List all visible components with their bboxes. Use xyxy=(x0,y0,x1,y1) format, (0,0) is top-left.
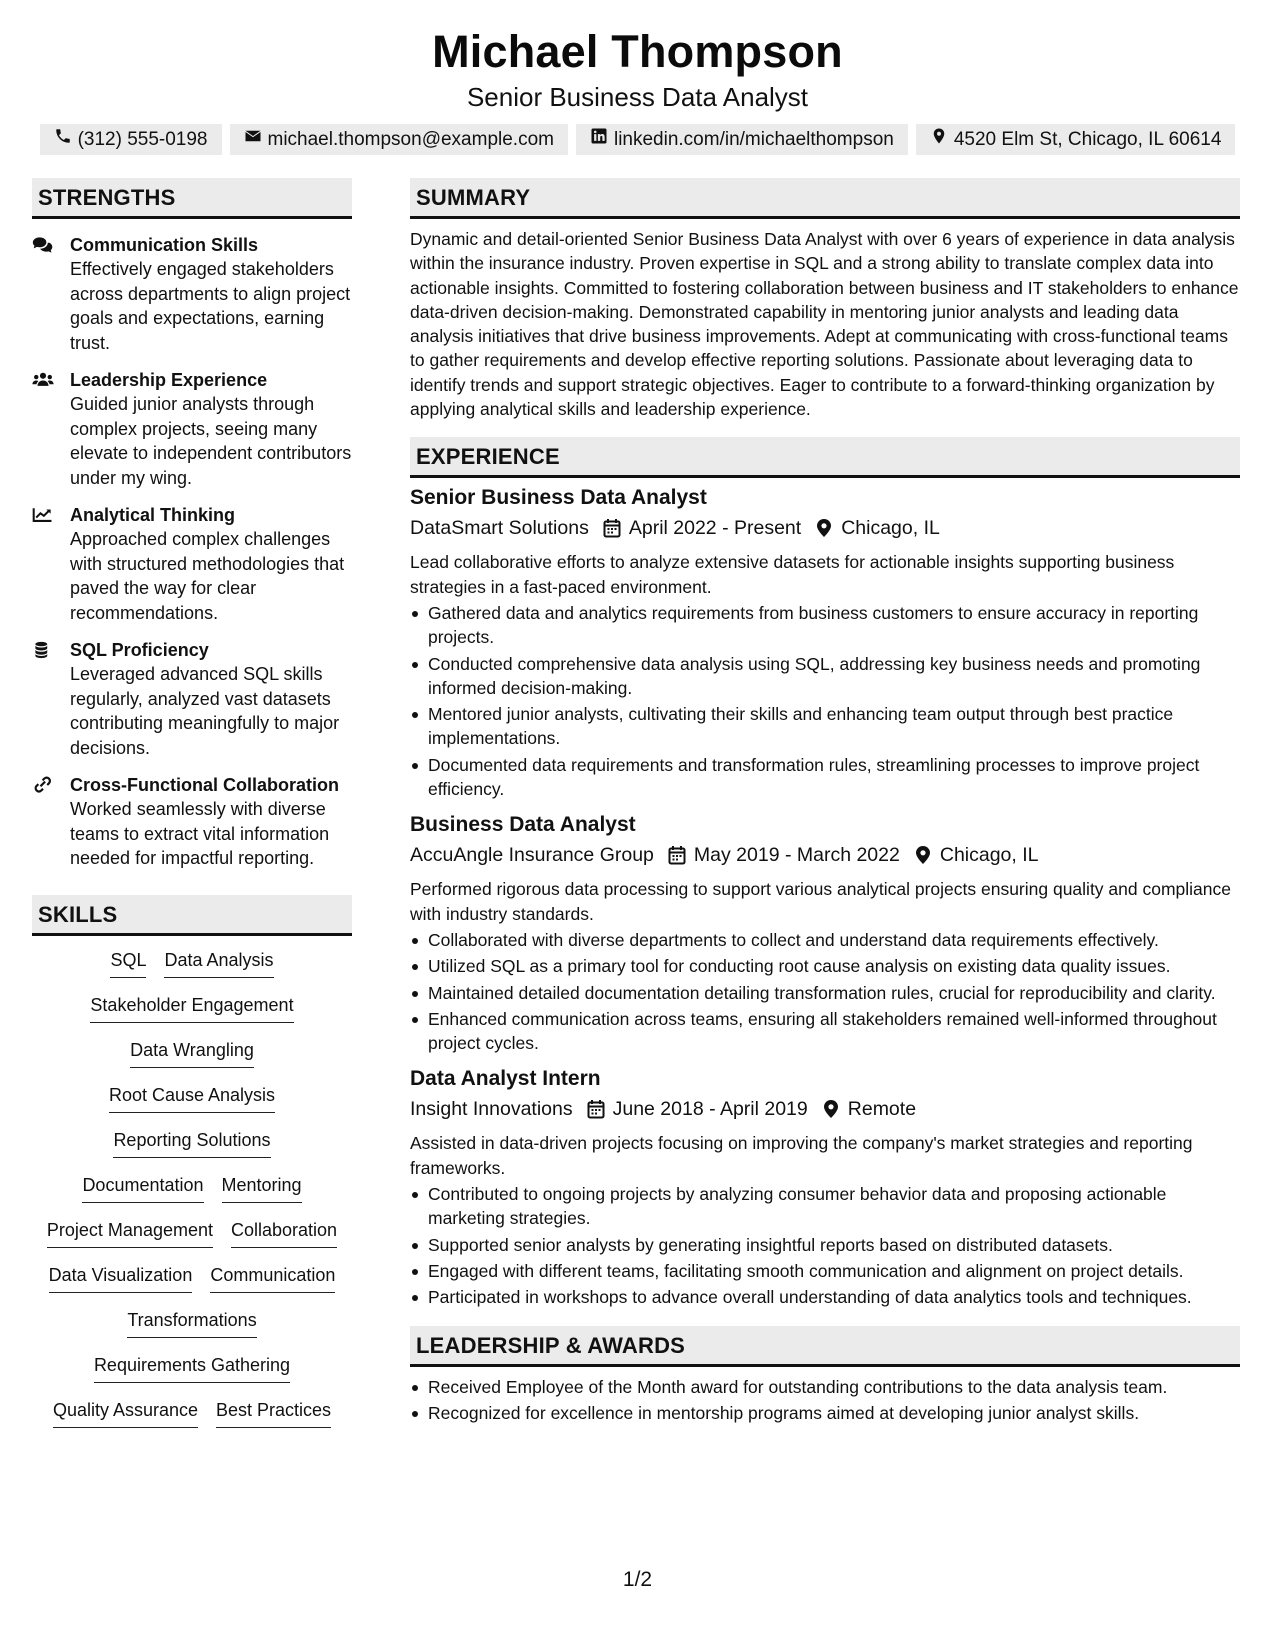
users-icon xyxy=(32,368,70,490)
list-item: Conducted comprehensive data analysis using SQL, addressing key business needs and promoting informed decision-making. xyxy=(410,652,1240,701)
contact-email[interactable] xyxy=(230,124,568,155)
list-item: Utilized SQL as a primary tool for conducting root cause analysis on existing data quality issues. xyxy=(410,954,1240,978)
strength-title: Analytical Thinking xyxy=(70,505,236,525)
awards-list xyxy=(410,1375,1240,1426)
job-title: Business Data Analyst xyxy=(410,813,636,837)
skill-row xyxy=(32,1263,352,1308)
skill-row xyxy=(32,993,352,1038)
job-description: Assisted in data-driven projects focusing on improving the company's market strategies and reporting frameworks. xyxy=(410,1133,1193,1178)
contact-linkedin[interactable] xyxy=(576,124,908,155)
skill-row xyxy=(32,1128,352,1173)
job-location: Chicago, IL xyxy=(939,844,1039,867)
job-dates: April 2022 - Present xyxy=(628,517,802,540)
strengths-list xyxy=(32,233,352,871)
summary-heading: SUMMARY xyxy=(410,178,1240,219)
map-pin-icon xyxy=(822,1099,840,1119)
skill-tag: Best Practices xyxy=(216,1398,331,1428)
contact-phone[interactable] xyxy=(40,124,222,155)
job-title: Senior Business Data Analyst xyxy=(410,486,707,510)
list-item: Collaborated with diverse departments to collect and understand data requirements effectively. xyxy=(410,928,1240,952)
skill-tag: Data Wrangling xyxy=(130,1038,254,1068)
list-item: Maintained detailed documentation detailing transformation rules, crucial for reproducibility and clarity. xyxy=(410,981,1240,1005)
skill-tag: Project Management xyxy=(47,1218,213,1248)
skill-row xyxy=(32,1398,352,1443)
list-item: Gathered data and analytics requirements from business customers to ensure accuracy in reporting projects. xyxy=(410,601,1240,650)
strength-description: Effectively engaged stakeholders across departments to align project goals and expectations, earning trust. xyxy=(70,259,351,353)
job-entry xyxy=(410,1065,1240,1309)
list-item: Participated in workshops to advance overall understanding of data analytics tools and techniques. xyxy=(410,1285,1240,1309)
strengths-heading: STRENGTHS xyxy=(32,178,352,219)
skill-row xyxy=(32,1308,352,1353)
candidate-title: Senior Business Data Analyst xyxy=(466,82,809,112)
chart-line-icon xyxy=(32,503,70,625)
skill-tag: Quality Assurance xyxy=(53,1398,198,1428)
job-entry xyxy=(410,484,1240,801)
skill-tag: Mentoring xyxy=(222,1173,302,1203)
contact-phone-text: (312) 555-0198 xyxy=(77,128,208,150)
job-location: Chicago, IL xyxy=(841,517,940,540)
skill-tag: Root Cause Analysis xyxy=(109,1083,275,1113)
strength-title: SQL Proficiency xyxy=(70,640,209,660)
resume-header xyxy=(0,0,1275,155)
strength-item xyxy=(32,503,352,625)
list-item: Received Employee of the Month award for outstanding contributions to the data analysis team. xyxy=(410,1375,1240,1399)
job-meta xyxy=(410,514,1240,542)
job-description: Lead collaborative efforts to analyze extensive datasets for actionable insights supporting business strategies in a fast-paced environment. xyxy=(410,552,1175,597)
envelope-icon xyxy=(244,127,262,152)
list-item: Documented data requirements and transformation rules, streamlining processes to improve project efficiency. xyxy=(410,753,1240,802)
phone-icon xyxy=(54,127,72,152)
candidate-name: Michael Thompson xyxy=(432,26,843,77)
job-meta xyxy=(410,841,1240,869)
skills-list xyxy=(32,948,352,1443)
map-pin-icon xyxy=(930,127,948,152)
skills-heading: SKILLS xyxy=(32,895,352,936)
linkedin-icon xyxy=(590,127,608,152)
skill-tag: Transformations xyxy=(127,1308,256,1338)
skill-row xyxy=(32,1083,352,1128)
list-item: Engaged with different teams, facilitating smooth communication and alignment on project details. xyxy=(410,1259,1240,1283)
page-number: 1/2 xyxy=(622,1568,653,1591)
skill-row xyxy=(32,1173,352,1218)
job-description: Performed rigorous data processing to support various analytical projects ensuring quality and compliance with industry standards. xyxy=(410,879,1231,924)
awards-heading: LEADERSHIP & AWARDS xyxy=(410,1326,1240,1367)
skill-row xyxy=(32,948,352,993)
skill-row xyxy=(32,1038,352,1083)
database-icon xyxy=(32,638,70,760)
skill-row xyxy=(32,1353,352,1398)
map-pin-icon xyxy=(815,518,833,538)
strength-item xyxy=(32,773,352,871)
skill-tag: Reporting Solutions xyxy=(113,1128,270,1158)
job-bullets xyxy=(410,928,1240,1055)
contact-address-text: 4520 Elm St, Chicago, IL 60614 xyxy=(953,128,1222,150)
strength-item xyxy=(32,638,352,760)
calendar-icon xyxy=(603,518,621,538)
job-title: Data Analyst Intern xyxy=(410,1067,601,1091)
summary-text: Dynamic and detail-oriented Senior Business Data Analyst with over 6 years of experience in data analysis within the insurance industry. Proven expertise in SQL and a strong ability to translate complex data into actionable insights. Committed to fostering collaboration between business and IT stakeholders to enhance data-driven decision-making. Demonstrated capability in mentoring junior analysts and leading data analysis initiatives that drive business improvements. Adept at communicating with cross-functional teams to gather requirements and develop effective reporting solutions. Passionate about leveraging data to identify trends and support strategic objectives. Eager to contribute to a forward-thinking organization by applying analytical skills and leadership experience. xyxy=(410,229,1239,420)
experience-heading: EXPERIENCE xyxy=(410,437,1240,478)
map-pin-icon xyxy=(914,845,932,865)
strength-description: Leveraged advanced SQL skills regularly, analyzed vast datasets contributing meaningfully to major decisions. xyxy=(70,664,340,758)
skill-tag: Documentation xyxy=(82,1173,203,1203)
strength-item xyxy=(32,233,352,355)
strength-description: Approached complex challenges with structured methodologies that paved the way for clear recommendations. xyxy=(70,529,345,623)
skill-tag: Data Analysis xyxy=(164,948,273,978)
list-item: Contributed to ongoing projects by analyzing consumer behavior data and proposing actionable marketing strategies. xyxy=(410,1182,1240,1231)
skill-tag: Requirements Gathering xyxy=(94,1353,290,1383)
job-dates: May 2019 - March 2022 xyxy=(693,844,900,867)
contact-address xyxy=(916,124,1236,155)
list-item: Enhanced communication across teams, ensuring all stakeholders remained well-informed throughout project cycles. xyxy=(410,1007,1240,1056)
strength-description: Guided junior analysts through complex projects, seeing many elevate to independent contributors under my wing. xyxy=(70,394,352,488)
strength-title: Cross-Functional Collaboration xyxy=(70,775,340,795)
strength-description: Worked seamlessly with diverse teams to extract vital information needed for impactful reporting. xyxy=(70,799,330,868)
list-item: Supported senior analysts by generating insightful reports based on distributed datasets. xyxy=(410,1233,1240,1257)
list-item: Recognized for excellence in mentorship programs aimed at developing junior analyst skills. xyxy=(410,1401,1240,1425)
skill-tag: Collaboration xyxy=(231,1218,337,1248)
resume-body xyxy=(32,178,1243,1443)
left-column xyxy=(32,178,352,1443)
skill-tag: SQL xyxy=(110,948,146,978)
contact-linkedin-text: linkedin.com/in/michaelthompson xyxy=(613,128,894,150)
job-entry xyxy=(410,811,1240,1055)
job-company: AccuAngle Insurance Group xyxy=(410,844,654,867)
comments-icon xyxy=(32,233,70,355)
strength-title: Communication Skills xyxy=(70,235,259,255)
list-item: Mentored junior analysts, cultivating their skills and enhancing team output through best practice implementations. xyxy=(410,702,1240,751)
strength-item xyxy=(32,368,352,490)
calendar-icon xyxy=(668,845,686,865)
strength-title: Leadership Experience xyxy=(70,370,268,390)
skill-row xyxy=(32,1218,352,1263)
skill-tag: Stakeholder Engagement xyxy=(90,993,293,1023)
link-icon xyxy=(32,773,70,871)
skill-tag: Communication xyxy=(210,1263,335,1293)
job-bullets xyxy=(410,1182,1240,1309)
skill-tag: Data Visualization xyxy=(49,1263,193,1293)
job-dates: June 2018 - April 2019 xyxy=(612,1098,808,1121)
job-bullets xyxy=(410,601,1240,801)
right-column xyxy=(410,178,1240,1443)
calendar-icon xyxy=(587,1099,605,1119)
job-meta xyxy=(410,1095,1240,1123)
job-location: Remote xyxy=(847,1098,917,1121)
job-company: DataSmart Solutions xyxy=(410,517,589,540)
contact-email-text: michael.thompson@example.com xyxy=(267,128,554,150)
job-company: Insight Innovations xyxy=(410,1098,573,1121)
contact-bar xyxy=(0,124,1275,155)
